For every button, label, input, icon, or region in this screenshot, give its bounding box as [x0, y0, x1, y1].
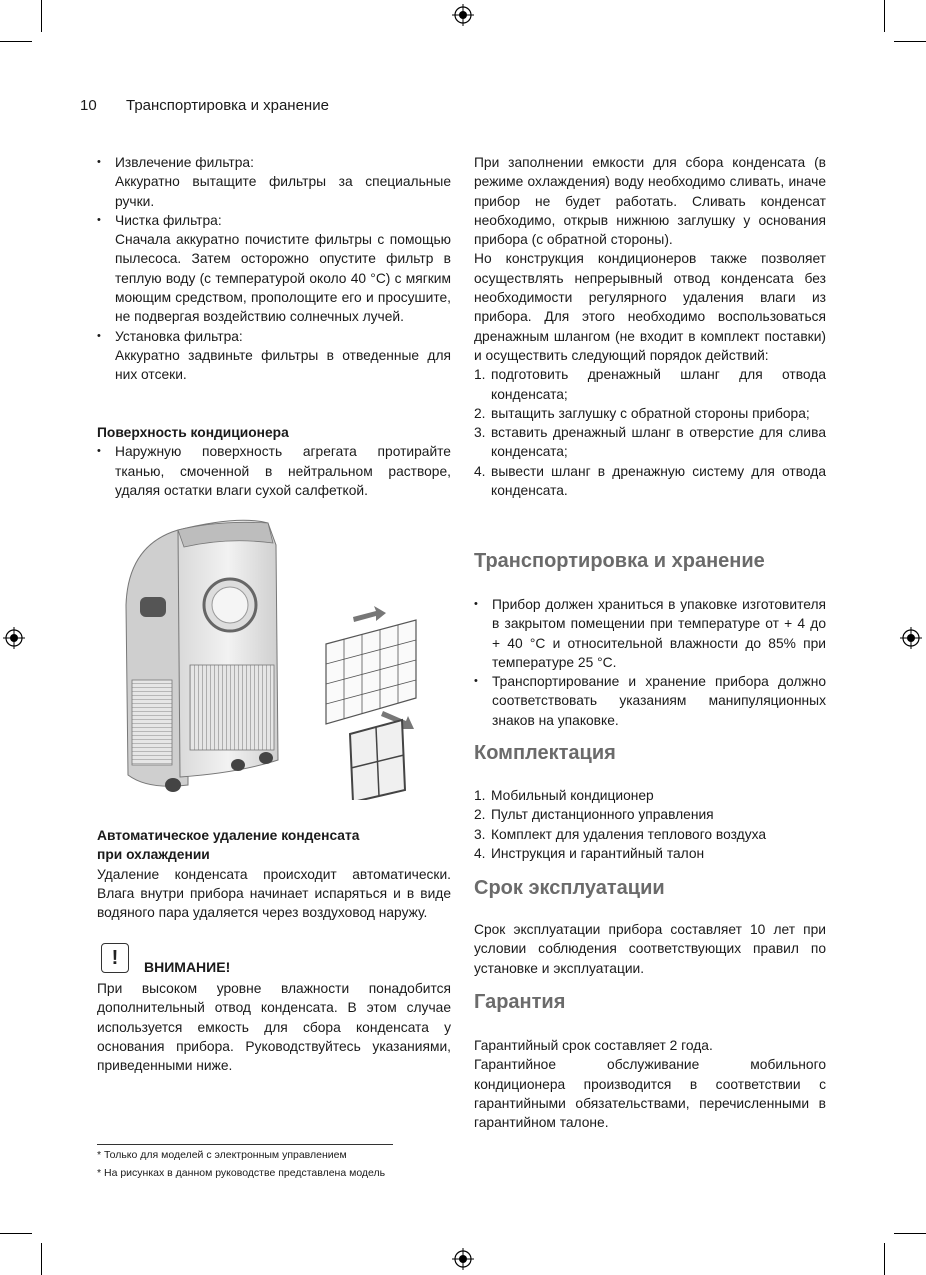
bullet-title: • Чистка фильтра:	[115, 212, 222, 228]
warranty-text-wrap	[474, 1036, 826, 1132]
registration-mark-icon	[452, 4, 474, 26]
bullet-text: Сначала аккуратно почистите фильтры с помощью пылесоса. Затем осторожно опустите фильтр в теплую воду (с температурой около 40 °С) с мягким моющим средством, прополощите его и просушите, не подвергая воздействию солнечных лучей.	[115, 232, 451, 325]
lifetime-section	[474, 879, 826, 898]
paragraph: При высоком уровне влажности понадобится дополнительный отвод конденсата. В этом случае используется емкость для сбора конденсата у основания прибора. Руководствуйтесь указаниями, приведенными ниже.	[97, 981, 451, 1074]
list-item	[97, 153, 451, 211]
registration-mark-icon	[452, 1248, 474, 1270]
list-item: 2. Пульт дистанционного управления	[474, 807, 714, 823]
transport-bullets	[474, 595, 826, 730]
crop-mark	[884, 1243, 885, 1275]
registration-mark-icon	[900, 627, 922, 649]
filter-bullets	[97, 153, 451, 385]
list-item: 3. Комплект для удаления теплового воздуха	[474, 826, 767, 842]
warning-icon: !	[101, 943, 129, 973]
warranty-section	[474, 993, 826, 1012]
kit-list-wrap	[474, 786, 826, 863]
bullet-text: • Наружную поверхность агрегата протирайте тканью, смоченной в нейтральном растворе, удаляя остатки влаги сухой салфеткой.	[115, 444, 451, 498]
crop-mark	[0, 1233, 32, 1234]
warning-label: ВНИМАНИЕ!	[144, 959, 231, 975]
paragraph: Гарантийный срок составляет 2 года.	[474, 1038, 713, 1053]
footnote: * Только для моделей с электронным управлением	[97, 1149, 347, 1161]
paragraph: Но конструкция кондиционеров также позволяет осуществлять непрерывный отвод конденсата без необходимости регулярного удаления влаги из прибора. Для этого необходимо воспользоваться дренажным шлангом (не входит в комплект поставки) и осуществить следующий порядок действий:	[474, 251, 826, 363]
page-number: 10	[80, 97, 97, 114]
bullet-text: Аккуратно задвиньте фильтры в отведенные для них отсеки.	[115, 347, 451, 383]
list-item: 4. вывести шланг в дренажную систему для отвода конденсата.	[474, 463, 826, 499]
list-item: • Транспортирование и хранение прибора должно соответствовать указаниям манипуляционных знаков на упаковке.	[474, 672, 826, 730]
list-item	[97, 327, 451, 385]
bullet-title: • Установка фильтра:	[115, 328, 243, 344]
kit-section	[474, 744, 826, 763]
kit-list	[474, 786, 826, 863]
paragraph: Удаление конденсата происходит автоматически. Влага внутри прибора начинает испаряться и в виде водяного пара удаляется через воздуховод наружу.	[97, 866, 451, 921]
crop-mark	[894, 1233, 926, 1234]
bullet-title: • Извлечение фильтра:	[115, 155, 254, 170]
warning-section	[97, 979, 451, 1075]
bullet-text: Аккуратно вытащите фильтры за специальные ручки.	[115, 174, 451, 209]
lifetime-text-wrap	[474, 920, 826, 978]
paragraph: Срок эксплуатации прибора составляет 10 лет при условии соблюдения соответствующих правил по установке и эксплуатации.	[474, 922, 826, 976]
paragraph: При заполнении емкости для сбора конденсата (в режиме охлаждения) воду необходимо сливать, иначе прибор не будет работать. Сливать конденсат необходимо, открыв нижнюю заглушку у основания прибора (с обратной стороны).	[474, 155, 826, 248]
crop-mark	[41, 1243, 42, 1275]
list-item: 2. вытащить заглушку с обратной стороны прибора;	[474, 405, 810, 421]
running-header-title: Транспортировка и хранение	[126, 97, 329, 114]
footnote: * На рисунках в данном руководстве представлена модель	[97, 1167, 386, 1179]
air-conditioner-filter-illustration	[118, 515, 438, 800]
registration-mark-icon	[3, 627, 25, 649]
drain-steps-list	[474, 365, 826, 500]
crop-mark	[894, 41, 926, 42]
transport-section	[474, 552, 826, 571]
section-heading: при охлаждении	[97, 847, 210, 863]
section-heading: Комплектация	[474, 742, 616, 764]
crop-mark	[41, 0, 42, 32]
section-heading: Транспортировка и хранение	[474, 550, 765, 572]
list-item: 4. Инструкция и гарантийный талон	[474, 845, 705, 861]
condensate-drain-section	[474, 153, 826, 500]
crop-mark	[884, 0, 885, 32]
list-item: • Прибор должен храниться в упаковке изготовителя в закрытом помещении при температуре от + 4 до + 40 °С и относительной влажности до 85% при температуре 25 °С.	[474, 595, 826, 672]
section-heading: Автоматическое удаление конденсата	[97, 828, 360, 843]
section-heading: Поверхность кондиционера	[97, 425, 289, 440]
list-item	[97, 442, 451, 500]
footnote-divider	[97, 1144, 393, 1145]
list-item	[97, 211, 451, 327]
section-heading: Гарантия	[474, 991, 566, 1013]
auto-condensate-section	[97, 826, 451, 922]
surface-section	[97, 423, 451, 500]
crop-mark	[0, 41, 32, 42]
list-item: 3. вставить дренажный шланг в отверстие для слива конденсата;	[474, 425, 826, 460]
list-item: 1. подготовить дренажный шланг для отвода конденсата;	[474, 367, 826, 402]
section-heading: Срок эксплуатации	[474, 877, 665, 899]
paragraph: Гарантийное обслуживание мобильного кондиционера производится в соответствии с гарантийными обязательствами, перечисленными в гарантийном талоне.	[474, 1057, 826, 1131]
list-item: 1. Мобильный кондиционер	[474, 788, 654, 803]
